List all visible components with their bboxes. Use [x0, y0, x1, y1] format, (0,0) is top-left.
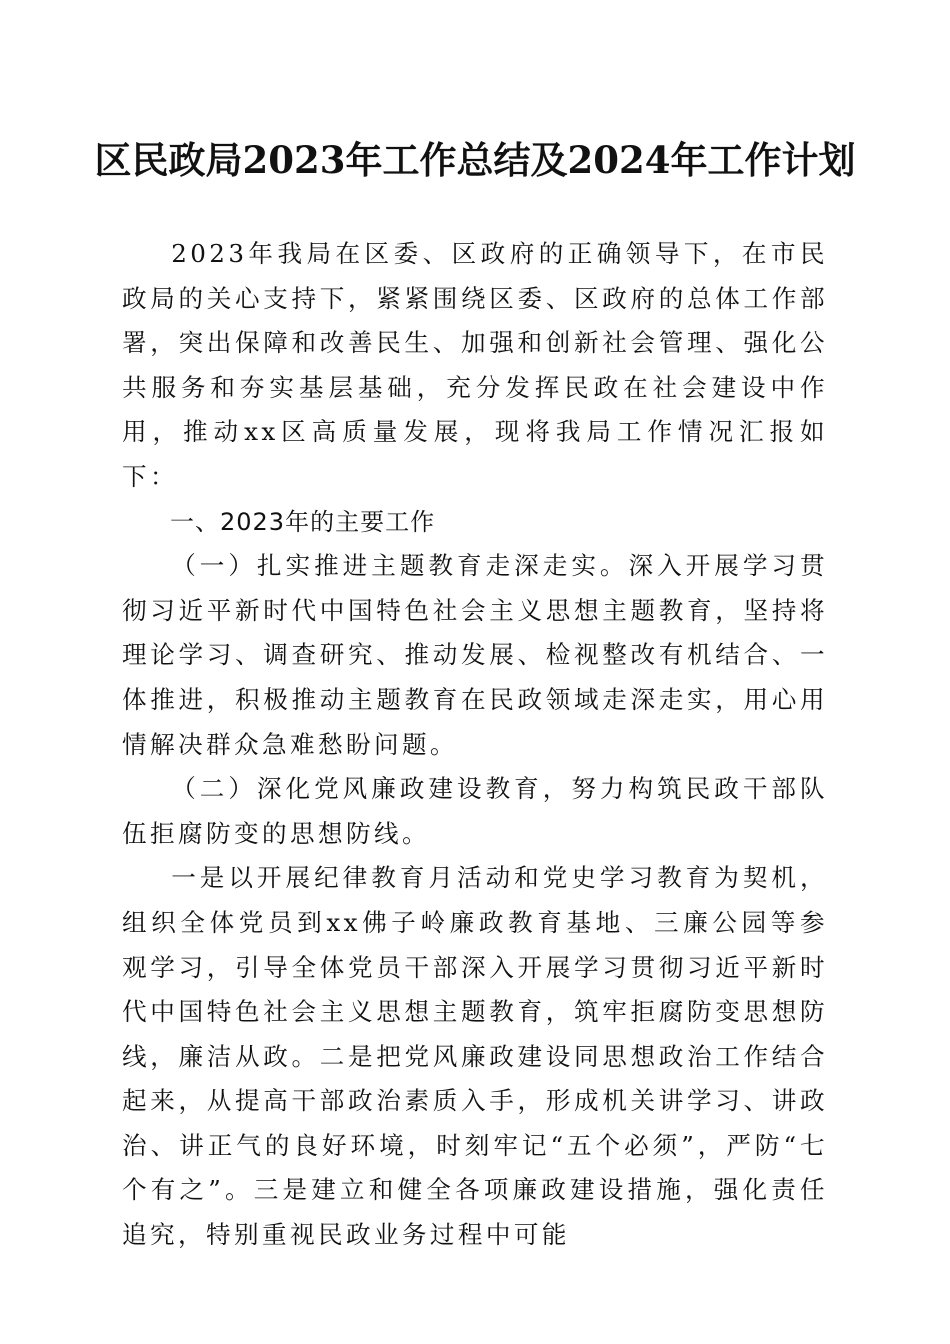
item-2-detail-paragraph: 一是以开展纪律教育月活动和党史学习教育为契机，组织全体党员到xx佛子岭廉政教育基地、三廉公园等参观学习，引导全体党员干部深入开展学习贯彻习近平新时代中国特色社会主义思想主题教育，筑牢拒腐防变思想防线，廉洁从政。二是把党风廉政建设同思想政治工作结合起来，从提高干部政治素质入手，形成机关讲学习、讲政治、讲正气的良好环境，时刻牢记“五个必须”，严防“七个有之”。三是建立和健全各项廉政建设措施，强化责任追究，特别重视民政业务过程中可能 — [122, 863, 828, 1250]
item-2-paragraph: （二）深化党风廉政建设教育，努力构筑民政干部队伍拒腐防变的思想防线。 — [122, 774, 828, 848]
document-body — [122, 232, 828, 1258]
section-heading: 一、2023年的主要工作 — [170, 507, 436, 536]
document-title: 区民政局2023年工作总结及2024年工作计划 — [94, 138, 856, 182]
intro-paragraph: 2023年我局在区委、区政府的正确领导下，在市民政局的关心支持下，紧紧围绕区委、区政府的总体工作部署，突出保障和改善民生、加强和创新社会管理、强化公共服务和夯实基层基础，充分发挥民政在社会建设中作用，推动xx区高质量发展，现将我局工作情况汇报如下： — [122, 239, 828, 491]
item-1-paragraph: （一）扎实推进主题教育走深走实。深入开展学习贯彻习近平新时代中国特色社会主义思想主题教育，坚持将理论学习、调查研究、推动发展、检视整改有机结合、一体推进，积极推动主题教育在民政领域走深走实，用心用情解决群众急难愁盼问题。 — [122, 551, 828, 759]
